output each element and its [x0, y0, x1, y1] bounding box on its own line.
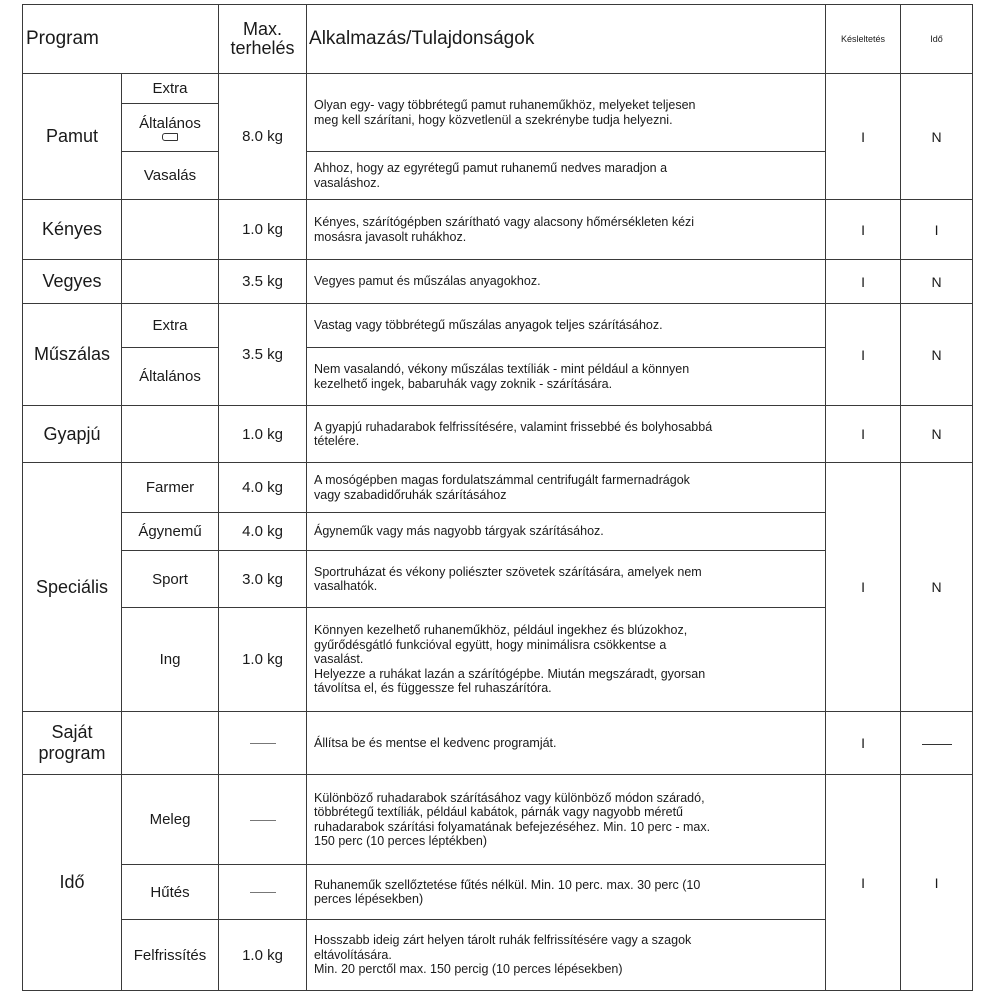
table-row-sajat — [23, 712, 973, 775]
ido-sub-hutes: Hűtés — [122, 865, 219, 920]
header-time: Idő — [901, 5, 973, 74]
no-value-dash — [250, 892, 276, 893]
load-pamut: 8.0 kg — [219, 74, 307, 200]
load-felfrissites: 1.0 kg — [219, 920, 307, 991]
header-max-load — [219, 5, 307, 74]
pamut-sub-altalanos-label: Általános — [139, 114, 201, 132]
desc-agynemu: Ágyneműk vagy más nagyobb tárgyak szárításához. — [307, 513, 826, 551]
desc-muszalas-2: Nem vasalandó, vékony műszálas textíliák - mint például a könnyen kezelhető ingek, babaruhák vagy zoknik - szárítására. — [307, 348, 826, 406]
delay-kenyes: I — [826, 200, 901, 260]
pamut-subprograms — [122, 74, 219, 200]
time-muszalas: N — [901, 304, 973, 406]
desc-vegyes: Vegyes pamut és műszálas anyagokhoz. — [307, 260, 826, 304]
load-vegyes: 3.5 kg — [219, 260, 307, 304]
desc-kenyes: Kényes, szárítógépben szárítható vagy alacsony hőmérsékleten kézi mosásra javasolt ruhákhoz. — [307, 200, 826, 260]
dryer-program-table — [22, 4, 973, 991]
specialis-sub-sport: Sport — [122, 551, 219, 608]
desc-gyapju: A gyapjú ruhadarabok felfrissítésére, valamint frissebbé és bolyhosabbá tételére. — [307, 406, 826, 463]
time-specialis: N — [901, 463, 973, 712]
table-row-gyapju — [23, 406, 973, 463]
iron-icon — [162, 133, 178, 141]
pamut-sub-altalanos — [122, 103, 218, 151]
desc-sport: Sportruházat és vékony poliészter szövetek szárítására, amelyek nem vasalhatók. — [307, 551, 826, 608]
muszalas-sub-extra: Extra — [122, 304, 219, 348]
program-kenyes: Kényes — [23, 200, 122, 260]
desc-farmer: A mosógépben magas fordulatszámmal centrifugált farmernadrágok vagy szabadidőruhák szárításához — [307, 463, 826, 513]
program-sajat — [23, 712, 122, 775]
delay-sajat: I — [826, 712, 901, 775]
no-value-dash — [250, 743, 276, 744]
time-gyapju: N — [901, 406, 973, 463]
table-row-muszalas-1 — [23, 304, 973, 348]
program-gyapju: Gyapjú — [23, 406, 122, 463]
header-max-load-line2: terhelés — [230, 38, 295, 58]
header-program: Program — [23, 5, 219, 74]
program-specialis: Speciális — [23, 463, 122, 712]
load-sport: 3.0 kg — [219, 551, 307, 608]
delay-ido: I — [826, 775, 901, 991]
muszalas-sub-altalanos: Általános — [122, 348, 219, 406]
header-application: Alkalmazás/Tulajdonságok — [307, 5, 826, 74]
sub-empty-vegyes — [122, 260, 219, 304]
pamut-sub-vasalas: Vasalás — [122, 151, 218, 199]
table-row-vegyes — [23, 260, 973, 304]
table-row-ido-meleg — [23, 775, 973, 865]
time-pamut: N — [901, 74, 973, 200]
program-vegyes: Vegyes — [23, 260, 122, 304]
table-row-pamut-1 — [23, 74, 973, 152]
delay-muszalas: I — [826, 304, 901, 406]
load-meleg — [219, 775, 307, 865]
load-gyapju: 1.0 kg — [219, 406, 307, 463]
header-max-load-line1: Max. — [243, 19, 283, 39]
sub-empty-sajat — [122, 712, 219, 775]
program-sajat-line2: program — [38, 743, 106, 763]
desc-sajat: Állítsa be és mentse el kedvenc programját. — [307, 712, 826, 775]
specialis-sub-agynemu: Ágynemű — [122, 513, 219, 551]
load-muszalas: 3.5 kg — [219, 304, 307, 406]
delay-gyapju: I — [826, 406, 901, 463]
load-agynemu: 4.0 kg — [219, 513, 307, 551]
ido-sub-felfrissites: Felfrissítés — [122, 920, 219, 991]
program-pamut: Pamut — [23, 74, 122, 200]
desc-felfrissites: Hosszabb ideig zárt helyen tárolt ruhák felfrissítésére vagy a szagok eltávolítására. Min. 20 perctől max. 150 percig (10 perces lépésekben) — [307, 920, 826, 991]
specialis-sub-ing: Ing — [122, 608, 219, 712]
delay-vegyes: I — [826, 260, 901, 304]
program-ido: Idő — [23, 775, 122, 991]
time-ido: I — [901, 775, 973, 991]
pamut-sub-extra: Extra — [152, 80, 188, 97]
time-sajat — [901, 712, 973, 775]
program-muszalas: Műszálas — [23, 304, 122, 406]
desc-pamut-2: Ahhoz, hogy az egyrétegű pamut ruhanemű nedves maradjon a vasaláshoz. — [307, 152, 826, 200]
time-kenyes: I — [901, 200, 973, 260]
no-value-dash — [250, 820, 276, 821]
delay-specialis: I — [826, 463, 901, 712]
load-farmer: 4.0 kg — [219, 463, 307, 513]
header-delay: Késleltetés — [826, 5, 901, 74]
desc-pamut-1: Olyan egy- vagy többrétegű pamut ruhaneműkhöz, melyeket teljesen meg kell szárítani, hogy közvetlenül a szekrénybe tudja helyezni. — [307, 74, 826, 152]
desc-muszalas-1: Vastag vagy többrétegű műszálas anyagok teljes szárításához. — [307, 304, 826, 348]
load-kenyes: 1.0 kg — [219, 200, 307, 260]
specialis-sub-farmer: Farmer — [122, 463, 219, 513]
load-ing: 1.0 kg — [219, 608, 307, 712]
load-sajat — [219, 712, 307, 775]
table-row-kenyes — [23, 200, 973, 260]
no-value-dash — [922, 744, 952, 745]
header-row — [23, 5, 973, 74]
desc-meleg: Különböző ruhadarabok szárításához vagy különböző módon száradó, többrétegű textíliák, például kabátok, párnák vagy nagyobb méretű ruhadarabok szárítási folyamatának befejezéséhez. Min. 10 perc - max. 150 perc (10 perces léptékben) — [307, 775, 826, 865]
program-sajat-line1: Saját — [51, 722, 93, 742]
sub-empty-gyapju — [122, 406, 219, 463]
table-row-specialis-farmer — [23, 463, 973, 513]
sub-empty-kenyes — [122, 200, 219, 260]
load-hutes — [219, 865, 307, 920]
desc-ing: Könnyen kezelhető ruhaneműkhöz, például ingekhez és blúzokhoz, gyűrődésgátló funkcióval együtt, hogy minimálisra csökkentse a vasalást. Helyezze a ruhákat lazán a szárítógépbe. Miután megszáradt, gyorsan távolítsa el, és függessze fel ruhaszárítóra. — [307, 608, 826, 712]
desc-hutes: Ruhaneműk szellőztetése fűtés nélkül. Min. 10 perc. max. 30 perc (10 perces lépésekben) — [307, 865, 826, 920]
delay-pamut: I — [826, 74, 901, 200]
ido-sub-meleg: Meleg — [122, 775, 219, 865]
time-vegyes: N — [901, 260, 973, 304]
